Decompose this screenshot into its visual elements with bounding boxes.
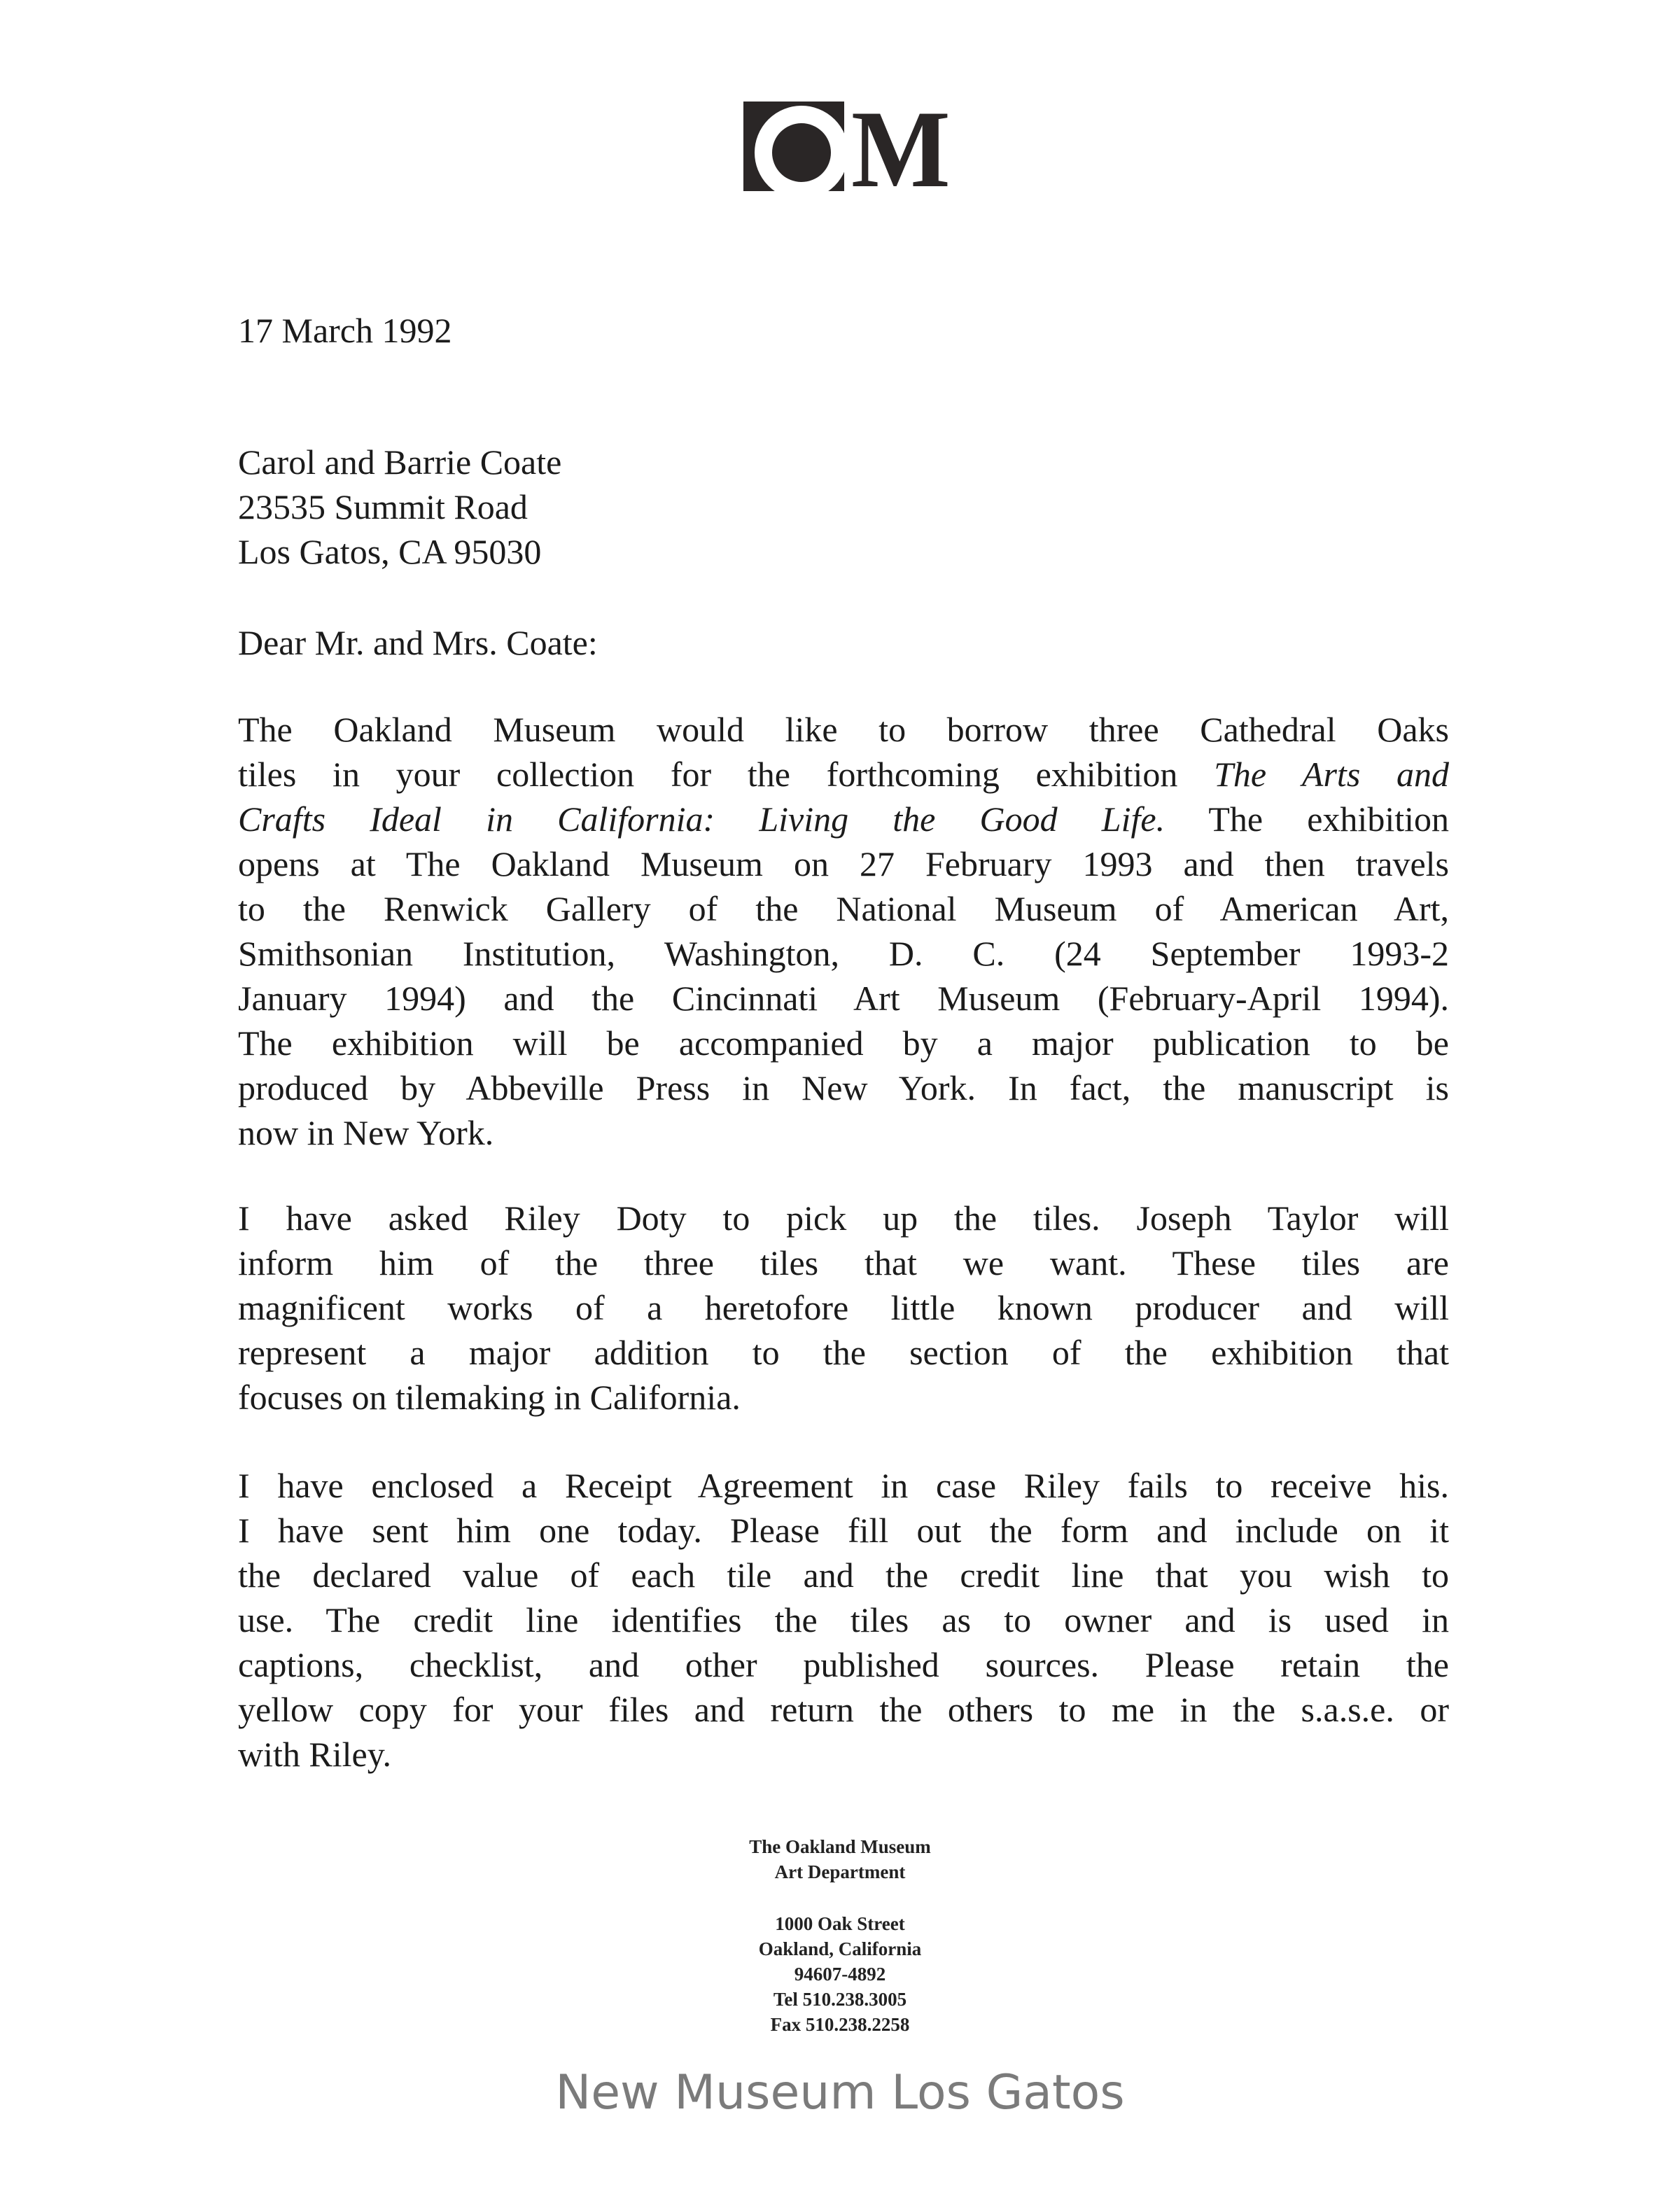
footer-tel: Tel 510.238.3005 bbox=[773, 1989, 907, 2010]
text-line bbox=[238, 1463, 1449, 1508]
body-text: inform him of the three tiles that we want. These tiles are bbox=[238, 1243, 1449, 1282]
footer-street: 1000 Oak Street bbox=[775, 1913, 905, 1934]
recipient-name: Carol and Barrie Coate bbox=[238, 442, 562, 482]
body-text: with Riley. bbox=[238, 1735, 391, 1774]
text-line bbox=[238, 886, 1449, 931]
recipient-address bbox=[238, 440, 1449, 574]
body-text: produced by Abbeville Press in New York. In fact, the manuscript is bbox=[238, 1068, 1449, 1107]
body-text: The exhibition will be accompanied by a major publication to be bbox=[238, 1023, 1449, 1063]
text-line bbox=[238, 1687, 1449, 1732]
body-text: magnificent works of a heretofore little known producer and will bbox=[238, 1288, 1449, 1327]
body-text: now in New York. bbox=[238, 1113, 494, 1152]
body-text: January 1994) and the Cincinnati Art Museum (February-April 1994). bbox=[238, 979, 1449, 1018]
text-line bbox=[238, 1065, 1449, 1110]
body-text: opens at The Oakland Museum on 27 February 1993 and then travels bbox=[238, 844, 1449, 883]
body-text: I have enclosed a Receipt Agreement in case Riley fails to receive his. bbox=[238, 1466, 1449, 1505]
text-line bbox=[238, 931, 1449, 976]
body-text: I have sent him one today. Please fill out the form and include on it bbox=[238, 1511, 1449, 1550]
text-line bbox=[238, 976, 1449, 1021]
footer-city: Oakland, California bbox=[758, 1938, 922, 1959]
text-line bbox=[238, 1597, 1449, 1642]
recipient-city: Los Gatos, CA 95030 bbox=[238, 532, 542, 571]
museum-logo bbox=[743, 88, 953, 211]
text-line bbox=[238, 1732, 1449, 1777]
footer-dept: Art Department bbox=[774, 1861, 906, 1882]
text-line bbox=[238, 1110, 1449, 1155]
text-line bbox=[238, 1375, 1449, 1420]
letter-date: 17 March 1992 bbox=[238, 311, 452, 350]
footer-fax: Fax 510.238.2258 bbox=[770, 2014, 910, 2035]
text-line bbox=[238, 707, 1449, 752]
body-text: The Oakland Museum would like to borrow three Cathedral Oaks bbox=[238, 710, 1449, 749]
text-line bbox=[238, 1642, 1449, 1687]
text-line bbox=[238, 1021, 1449, 1065]
body-text: to the Renwick Gallery of the National Museum of American Art, bbox=[238, 889, 1449, 928]
body-text: the declared value of each tile and the credit line that you wish to bbox=[238, 1555, 1449, 1595]
salutation: Dear Mr. and Mrs. Coate: bbox=[238, 623, 598, 662]
text-line bbox=[238, 1196, 1449, 1240]
body-text: use. The credit line identifies the tiles as to owner and is used in bbox=[238, 1600, 1449, 1639]
recipient-street: 23535 Summit Road bbox=[238, 487, 528, 526]
text-line bbox=[238, 1330, 1449, 1375]
text-line bbox=[238, 841, 1449, 886]
letterhead-footer bbox=[0, 1834, 1680, 2037]
logo-m-letter: M bbox=[851, 88, 948, 211]
text-line bbox=[238, 752, 1449, 797]
italic-title-text: The Arts and bbox=[1214, 755, 1449, 794]
paragraph-3 bbox=[238, 1463, 1449, 1777]
italic-title-text: Crafts Ideal in California: Living the Good Life. bbox=[238, 799, 1166, 839]
text-line bbox=[238, 797, 1449, 841]
body-text: I have asked Riley Doty to pick up the tiles. Joseph Taylor will bbox=[238, 1198, 1449, 1238]
body-text: The exhibition bbox=[1165, 799, 1449, 839]
body-text: captions, checklist, and other published sources. Please retain the bbox=[238, 1645, 1449, 1684]
body-text: represent a major addition to the section of the exhibition that bbox=[238, 1333, 1449, 1372]
watermark: New Museum Los Gatos bbox=[555, 2065, 1125, 2120]
footer-org: The Oakland Museum bbox=[749, 1836, 931, 1857]
paragraph-2 bbox=[238, 1196, 1449, 1420]
body-text: yellow copy for your files and return the others to me in the s.a.s.e. or bbox=[238, 1690, 1449, 1729]
logo-o-mark bbox=[743, 102, 844, 191]
paragraph-1 bbox=[238, 707, 1449, 1155]
text-line bbox=[238, 1240, 1449, 1285]
text-line bbox=[238, 1508, 1449, 1553]
body-text: Smithsonian Institution, Washington, D. C. (24 September 1993-2 bbox=[238, 934, 1449, 973]
text-line bbox=[238, 1553, 1449, 1597]
body-text: tiles in your collection for the forthcoming exhibition bbox=[238, 755, 1214, 794]
text-line bbox=[238, 1285, 1449, 1330]
footer-zip: 94607-4892 bbox=[794, 1964, 886, 1985]
body-text: focuses on tilemaking in California. bbox=[238, 1378, 741, 1417]
